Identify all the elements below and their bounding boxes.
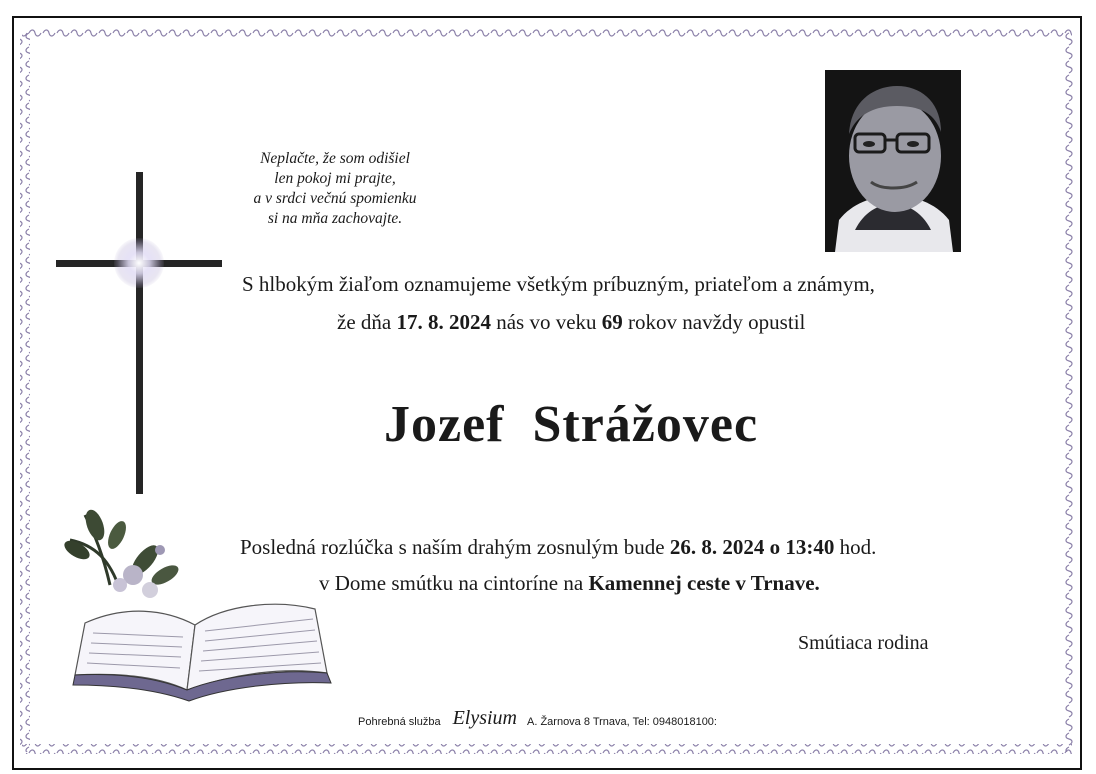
funeral-date-time: 26. 8. 2024 o 13:40 <box>669 535 835 559</box>
service-label: Pohrebná služba <box>358 715 441 728</box>
memorial-poem <box>222 149 448 229</box>
poem-line: len pokoj mi prajte, <box>274 170 396 187</box>
elysium-logo: Elysium <box>452 707 517 729</box>
announcement-line: S hlbokým žiaľom oznamujeme všetkým príbuzným, priateľom a známym, <box>242 272 875 296</box>
deceased-name: Jozef Strážovec <box>384 396 759 453</box>
poem-line: a v srdci večnú spomienku <box>253 190 417 207</box>
funeral-date-line: Posledná rozlúčka s naším drahým zosnulým bude 26. 8. 2024 o 13:40 hod. <box>240 535 877 559</box>
service-address: A. Žarnova 8 Trnava, Tel: 0948018100: <box>527 715 717 728</box>
signature: Smútiaca rodina <box>798 632 929 654</box>
funeral-place-line: v Dome smútku na cintoríne na Kamennej ceste v Trnave. <box>319 571 820 595</box>
death-date-line: že dňa 17. 8. 2024 nás vo veku 69 rokov navždy opustil <box>337 310 806 334</box>
age: 69 <box>601 310 623 334</box>
funeral-service-footer <box>358 707 717 733</box>
date-of-death: 17. 8. 2024 <box>396 310 491 334</box>
poem-line: Neplačte, že som odišiel <box>260 150 410 167</box>
poem-line: si na mňa zachovajte. <box>267 210 403 227</box>
deceased-portrait <box>825 70 961 252</box>
funeral-place: Kamennej ceste v Trnave. <box>588 571 820 595</box>
open-book-with-flowers <box>55 505 345 720</box>
